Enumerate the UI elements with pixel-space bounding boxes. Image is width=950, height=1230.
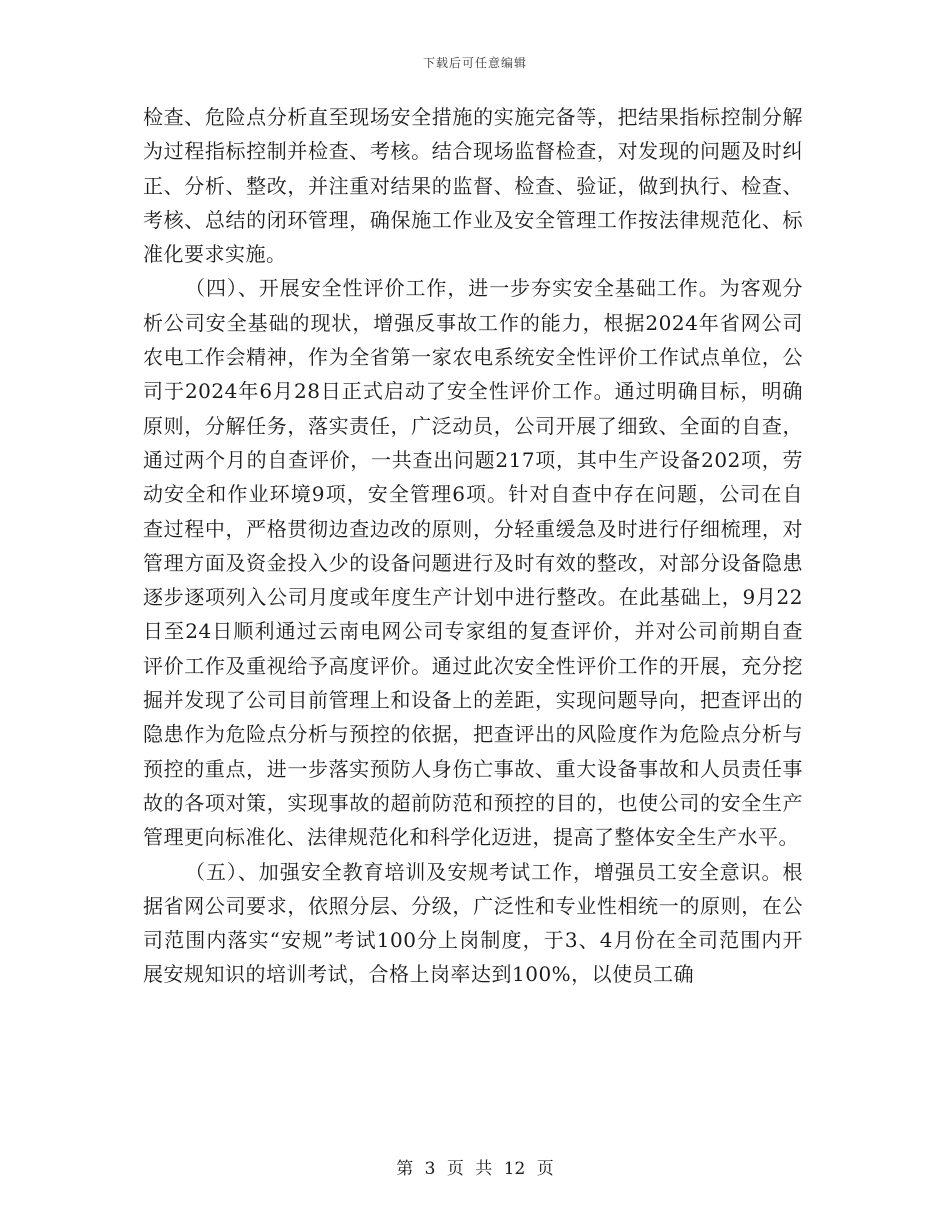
paragraph-1: 检查、危险点分析直至现场安全措施的实施完备等，把结果指标控制分解为过程指标控制并检查、考核。结合现场监督检查，对发现的问题及时纠正、分析、整改，并注重对结果的监督、检查、验证，做到执行、检查、考核、总结的闭环管理，确保施工作业及安全管理工作按法律规范化、标准化要求实施。 [143,105,803,267]
paragraph-2: （四）、开展安全性评价工作，进一步夯实安全基础工作。为客观分析公司安全基础的现状，增强反事故工作的能力，根据2024年省网公司农电工作会精神，作为全省第一家农电系统安全性评价工作试点单位，公司于2024年6月28日正式启动了安全性评价工作。通过明确目标，明确原则，分解任务，落实责任，广泛动员，公司开展了细致、全面的自查，通过两个月的自查评价，一共查出问题217项，其中生产设备202项，劳动安全和作业环境9项，安全管理6项。针对自查中存在问题，公司在自查过程中，严格贯彻边查边改的原则，分轻重缓急及时进行仔细梳理，对管理方面及资金投入少的设备问题进行及时有效的整改，对部分设备隐患逐步逐项列入公司月度或年度生产计划中进行整改。在此基础上，9月22日至24日顺利通过云南电网公司专家组的复查评价，并对公司前期自查评价工作及重视给予高度评价。通过此次安全性评价工作的开展，充分挖掘并发现了公司目前管理上和设备上的差距，实现问题导向，把查评出的隐患作为危险点分析与预控的依据，把查评出的风险度作为危险点分析与预控的重点，进一步落实预防人身伤亡事故、重大设备事故和人员责任事故的各项对策，实现事故的超前防范和预控的目的，也使公司的安全生产管理更向标准化、法律规范化和科学化迈进，提高了整体安全生产水平。 [143,276,803,850]
paragraph-3: （五）、加强安全教育培训及安规考试工作，增强员工安全意识。根据省网公司要求，依照分层、分级，广泛性和专业性相统一的原则，在公司范围内落实“安规”考试100分上岗制度，于3、4月份在全司范围内开展安规知识的培训考试，合格上岗率达到100%，以使员工确 [143,859,803,987]
document-body [143,100,803,992]
page-header-note: 下载后可任意编辑 [422,56,527,70]
page-number-footer: 第 3 页 共 12 页 [396,1159,554,1179]
